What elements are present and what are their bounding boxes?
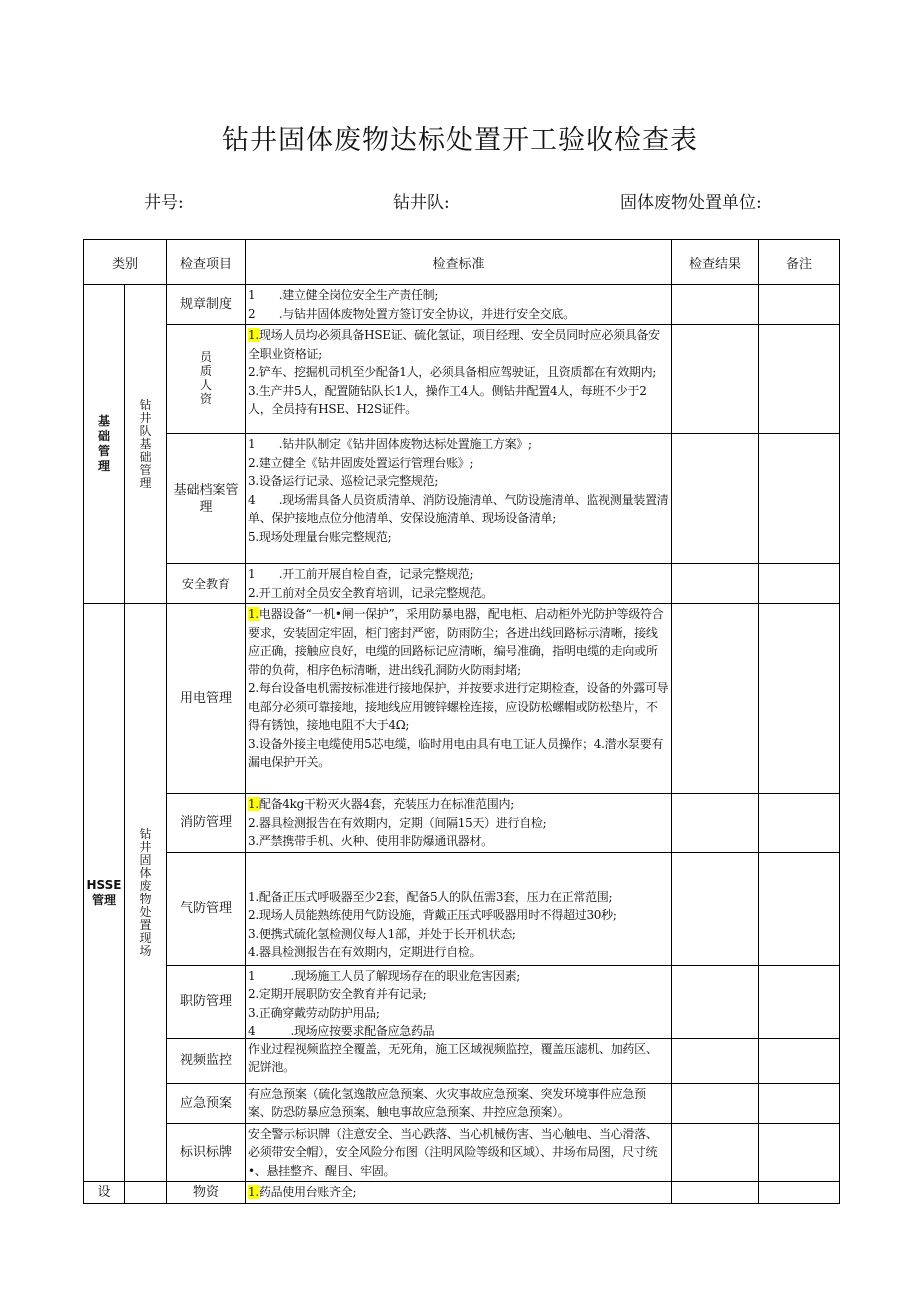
table-row: [84, 1083, 840, 1123]
table-row: [84, 794, 840, 853]
note-cell[interactable]: [759, 434, 840, 564]
drilling-team-label: 钻井队:: [393, 193, 450, 213]
item-cell: 安全教育: [167, 564, 246, 604]
result-cell[interactable]: [672, 604, 759, 794]
category-cell: 设: [84, 1182, 125, 1204]
table-row: [84, 325, 840, 434]
result-cell[interactable]: [672, 852, 759, 965]
note-cell[interactable]: [759, 965, 840, 1038]
category-cell: 基础管理: [84, 285, 125, 604]
note-cell[interactable]: [759, 1182, 840, 1204]
item-cell: 基础档案管理: [167, 434, 246, 564]
standard-cell: 有应急预案（硫化氢逸散应急预案、火灾事故应急预案、突发环境事件应急预案、防恐防暴应急预案、触电事故应急预案、井控应急预案）。: [246, 1083, 672, 1123]
highlight-mark: 1.: [248, 607, 259, 621]
table-row: [84, 1038, 840, 1083]
table-header-row: [84, 240, 840, 285]
standard-cell: 1 .建立健全岗位安全生产责任制; 2 .与钻井固体废物处置方签订安全协议，并进行安全交底。: [246, 285, 672, 325]
table-row: [84, 1182, 840, 1204]
col-standard: 检查标准: [246, 240, 672, 285]
item-cell: 员质人资: [167, 325, 246, 434]
standard-cell: 1.药品使用台账齐全;: [246, 1182, 672, 1204]
note-cell[interactable]: [759, 1123, 840, 1182]
table-row: [84, 434, 840, 564]
disposal-unit-label: 固体废物处置单位:: [620, 193, 762, 213]
standard-cell: 1 .开工前开展自检自查，记录完整规范; 2.开工前对全员安全教育培训，记录完整规范。: [246, 564, 672, 604]
standard-cell: 1 .现场施工人员了解现场存在的职业危害因素; 2.定期开展职防安全教育并有记录; 3.正确穿戴劳动防护用品; 4 .现场应按要求配备应急药品: [246, 965, 672, 1038]
table-row: [84, 564, 840, 604]
standard-cell: 1.现场人员均必须具备HSE证、硫化氢证，项目经理、安全员同时应必须具备安全职业资格证; 2.铲车、挖掘机司机至少配备1人，必须具备相应驾驶证，且资质都在有效期内; 3.生产井5人，配置随钻队长1人，操作工4人。侧钻井配置4人，每班不少于2人，全员持有HSE、H2S证件。: [246, 325, 672, 434]
note-cell[interactable]: [759, 564, 840, 604]
standard-cell: 1.配备正压式呼吸器至少2套，配备5人的队伍需3套，压力在正常范围; 2.现场人员能熟练使用气防设施，背戴正压式呼吸器用时不得超过30秒; 3.便携式硫化氢检测仪每人1部，并处于长开机状态; 4.器具检测报告在有效期内，定期进行自检。: [246, 852, 672, 965]
standard-cell: 作业过程视频监控全覆盖，无死角，施工区域视频监控，覆盖压滤机、加药区、泥饼池。: [246, 1038, 672, 1083]
note-cell[interactable]: [759, 604, 840, 794]
result-cell[interactable]: [672, 434, 759, 564]
standard-cell: 1.电器设备“一机•闸一保护”，采用防暴电器，配电柜、启动柜外光防护等级符合要求，安装固定牢固，柜门密封严密，防雨防尘；各进出线回路标示清晰，接线应正确，接触应良好，电缆的回路标记应清晰，编号准确，指明电缆的走向或所带的负荷，相序色标清晰，进出线孔洞防火防雨封堵; 2.每台设备电机需按标准进行接地保护，并按要求进行定期检查，设备的外露可导电部分必须可靠接地，接地线应用镀锌螺栓连接，应设防松螺帽或防松垫片，不得有锈蚀，接地电阻不大于4Ω; 3.设备外接主电缆使用5芯电缆，临时用电由具有电工证人员操作；4.潜水泵要有漏电保护开关。: [246, 604, 672, 794]
standard-cell: 1 .钻井队制定《钻井固体废物达标处置施工方案》; 2.建立健全《钻井固废处置运行管理台账》; 3.设备运行记录、巡检记录完整规范; 4 .现场需具备人员资质清单、消防设施清单、气防设施清单、监视测量装置清单、保护接地点位分他清单、安保设施清单、现场设备清单; 5.现场处理量台账完整规范;: [246, 434, 672, 564]
item-cell: 消防管理: [167, 794, 246, 853]
item-cell: 职防管理: [167, 965, 246, 1038]
col-item: 检查项目: [167, 240, 246, 285]
inspection-table: [83, 239, 840, 1204]
note-cell[interactable]: [759, 1038, 840, 1083]
table-row: [84, 285, 840, 325]
table-row: [84, 965, 840, 1038]
result-cell[interactable]: [672, 1182, 759, 1204]
item-cell: 标识标牌: [167, 1123, 246, 1182]
item-cell: 规章制度: [167, 285, 246, 325]
note-cell[interactable]: [759, 285, 840, 325]
col-category: 类别: [84, 240, 167, 285]
category-cell: HSSE管理: [84, 604, 125, 1182]
result-cell[interactable]: [672, 1123, 759, 1182]
result-cell[interactable]: [672, 1038, 759, 1083]
result-cell[interactable]: [672, 285, 759, 325]
subcategory-cell: [125, 1182, 167, 1204]
table-row: [84, 852, 840, 965]
highlight-mark: 1.: [248, 328, 259, 342]
result-cell[interactable]: [672, 965, 759, 1038]
subcategory-cell: 钻井固体废物处置现场: [125, 604, 167, 1182]
well-no-label: 井号:: [144, 193, 184, 213]
note-cell[interactable]: [759, 794, 840, 853]
table-row: [84, 604, 840, 794]
subcategory-cell: 钻井队基础管理: [125, 285, 167, 604]
note-cell[interactable]: [759, 852, 840, 965]
item-cell: 应急预案: [167, 1083, 246, 1123]
standard-cell: 安全警示标识牌（注意安全、当心跌落、当心机械伤害、当心触电、当心滑落、必须带安全帽），安全风险分布图（注明风险等级和区域）、井场布局图，尺寸统•、悬挂整齐、醒目、牢固。: [246, 1123, 672, 1182]
result-cell[interactable]: [672, 794, 759, 853]
page-title: 钻井固体废物达标处置开工验收检查表: [222, 125, 698, 156]
col-result: 检查结果: [672, 240, 759, 285]
item-cell: 用电管理: [167, 604, 246, 794]
item-cell: 视频监控: [167, 1038, 246, 1083]
standard-cell: 1.配备4kg干粉灭火器4套，充装压力在标准范围内; 2.器具检测报告在有效期内，定期（间隔15天）进行自检; 3.严禁携带手机、火种、使用非防爆通讯器材。: [246, 794, 672, 853]
col-note: 备注: [759, 240, 840, 285]
result-cell[interactable]: [672, 1083, 759, 1123]
note-cell[interactable]: [759, 325, 840, 434]
result-cell[interactable]: [672, 325, 759, 434]
note-cell[interactable]: [759, 1083, 840, 1123]
item-cell: 气防管理: [167, 852, 246, 965]
item-cell: 物资: [167, 1182, 246, 1204]
highlight-mark: 1.: [248, 797, 259, 811]
table-row: [84, 1123, 840, 1182]
result-cell[interactable]: [672, 564, 759, 604]
highlight-mark: 1.: [248, 1185, 259, 1199]
